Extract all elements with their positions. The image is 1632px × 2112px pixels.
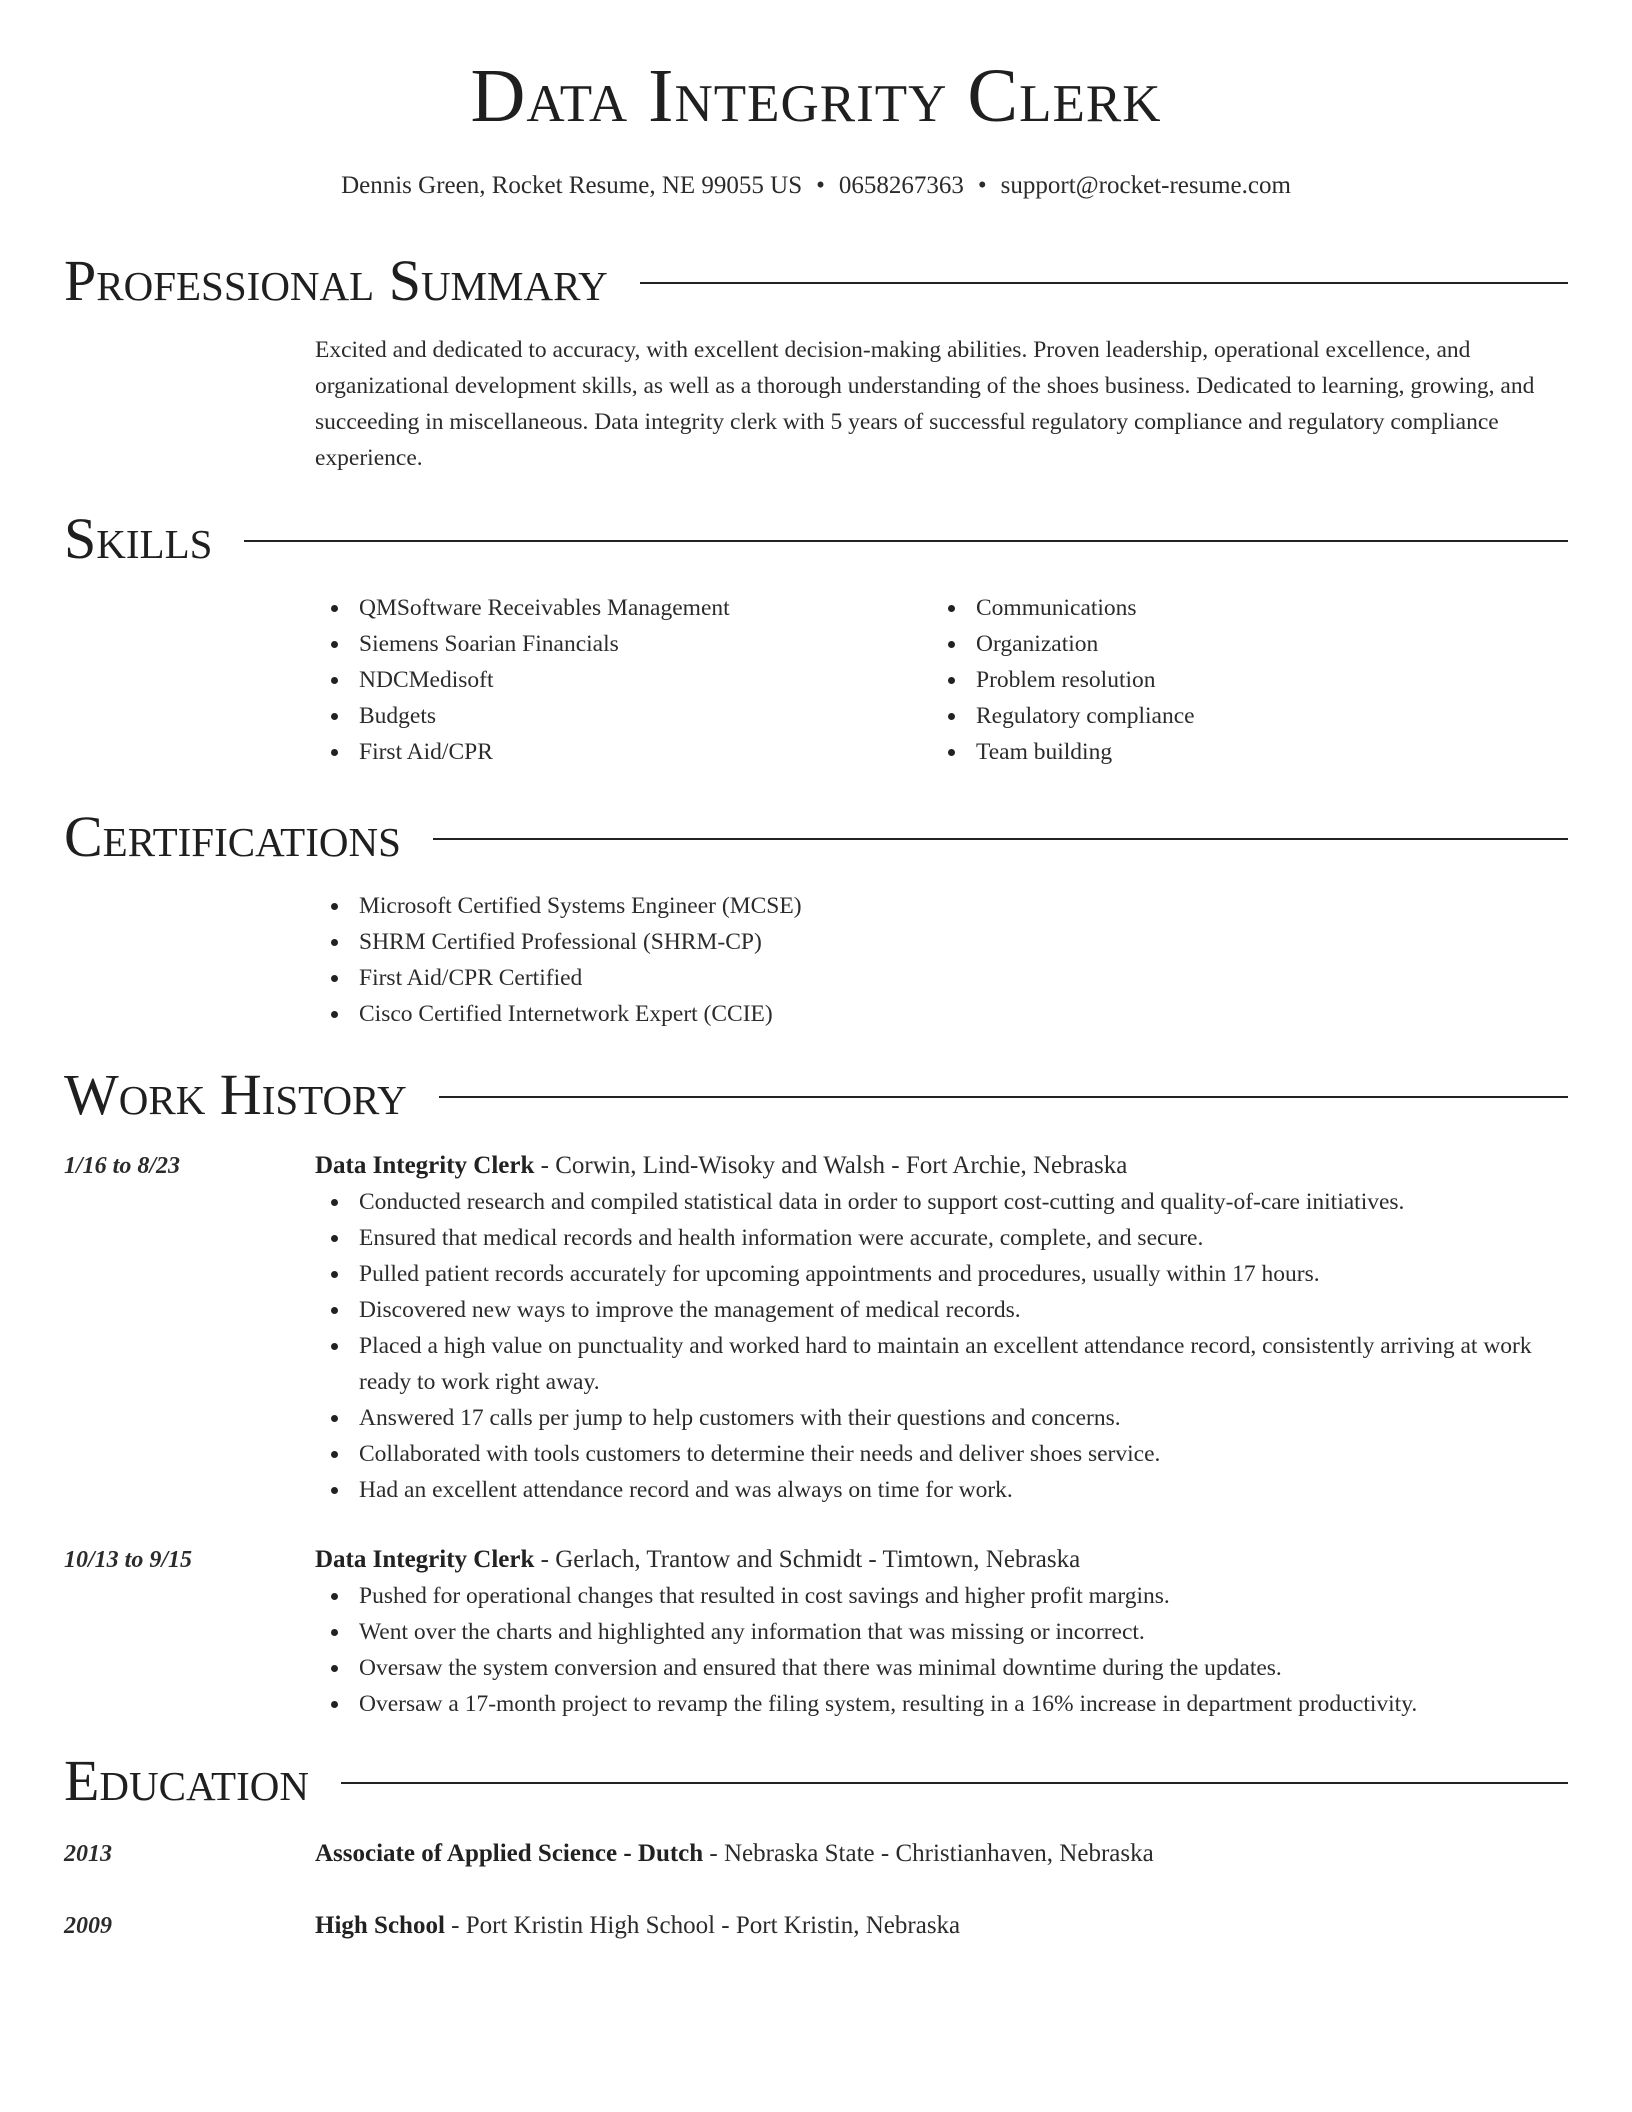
- job-bullets: [315, 1578, 1568, 1722]
- job-bullet: Placed a high value on punctuality and worked hard to maintain an excellent attendance record, consistently arriving at work ready to work right away.: [315, 1328, 1568, 1400]
- education-details: [315, 1908, 1568, 1944]
- skill-item: Siemens Soarian Financials: [315, 626, 932, 662]
- certification-item: First Aid/CPR Certified: [315, 960, 1568, 996]
- section-title: Work History: [64, 1062, 407, 1127]
- job-bullet: Answered 17 calls per jump to help customers with their questions and concerns.: [315, 1400, 1568, 1436]
- section-header: [64, 248, 1568, 313]
- skill-item: NDCMedisoft: [315, 662, 932, 698]
- skill-item: First Aid/CPR: [315, 734, 932, 770]
- certification-item: SHRM Certified Professional (SHRM-CP): [315, 924, 1568, 960]
- education-details: [315, 1836, 1568, 1872]
- job-bullet: Conducted research and compiled statistical data in order to support cost-cutting and quality-of-care initiatives.: [315, 1184, 1568, 1220]
- job-bullet: Discovered new ways to improve the management of medical records.: [315, 1292, 1568, 1328]
- job-entry: [64, 1542, 1568, 1722]
- contact-line: [64, 172, 1568, 200]
- job-bullet: Oversaw a 17-month project to revamp the filing system, resulting in a 16% increase in department productivity.: [315, 1686, 1568, 1722]
- contact-separator: •: [816, 172, 825, 199]
- skill-item: Organization: [932, 626, 1549, 662]
- summary-section: [64, 248, 1568, 476]
- skill-item: Team building: [932, 734, 1549, 770]
- job-details: [315, 1542, 1568, 1722]
- job-bullet: Ensured that medical records and health information were accurate, complete, and secure.: [315, 1220, 1568, 1256]
- work-history-section: [64, 1062, 1568, 1722]
- section-header: [64, 1748, 1568, 1813]
- skill-item: Budgets: [315, 698, 932, 734]
- job-dates: 1/16 to 8/23: [64, 1153, 181, 1179]
- certification-item: Microsoft Certified Systems Engineer (MCSE): [315, 888, 1568, 924]
- resume-title: Data Integrity Clerk: [470, 54, 1162, 138]
- contact-address: Dennis Green, Rocket Resume, NE 99055 US: [341, 172, 803, 199]
- certifications-section: [64, 804, 1568, 1032]
- skill-item: QMSoftware Receivables Management: [315, 590, 932, 626]
- section-header: [64, 1062, 1568, 1127]
- job-company-location: - Corwin, Lind-Wisoky and Walsh - Fort Archie, Nebraska: [534, 1152, 1128, 1179]
- education-school-location: - Nebraska State - Christianhaven, Nebraska: [703, 1840, 1154, 1867]
- job-bullet: Pulled patient records accurately for upcoming appointments and procedures, usually within 17 hours.: [315, 1256, 1568, 1292]
- education-degree: High School: [315, 1912, 445, 1939]
- section-title: Skills: [64, 506, 213, 571]
- skills-section: [64, 506, 1568, 770]
- section-divider: [433, 838, 1568, 840]
- certifications-list-wrap: [315, 888, 1568, 1032]
- certifications-list: [315, 888, 1568, 1032]
- job-bullets: [315, 1184, 1568, 1508]
- job-dates: 10/13 to 9/15: [64, 1547, 193, 1573]
- section-title: Education: [64, 1748, 309, 1813]
- education-heading: [315, 1908, 1568, 1944]
- job-entry: [64, 1148, 1568, 1508]
- education-year: 2009: [64, 1913, 112, 1939]
- contact-separator: •: [977, 172, 987, 199]
- job-bullet: Oversaw the system conversion and ensured that there was minimal downtime during the updates.: [315, 1650, 1568, 1686]
- education-year: 2013: [64, 1841, 112, 1867]
- job-title: Data Integrity Clerk: [315, 1546, 535, 1573]
- skill-item: Regulatory compliance: [932, 698, 1549, 734]
- section-header: [64, 506, 1568, 571]
- job-heading: [315, 1148, 1568, 1184]
- job-company-location: - Gerlach, Trantow and Schmidt - Timtown, Nebraska: [534, 1546, 1081, 1573]
- skills-list-left: [315, 590, 932, 770]
- education-degree: Associate of Applied Science - Dutch: [315, 1840, 704, 1867]
- skill-item: Communications: [932, 590, 1549, 626]
- education-school-location: - Port Kristin High School - Port Kristin, Nebraska: [444, 1912, 961, 1939]
- section-divider: [439, 1096, 1568, 1098]
- job-details: [315, 1148, 1568, 1508]
- section-divider: [341, 1782, 1568, 1784]
- job-bullet: Collaborated with tools customers to determine their needs and deliver shoes service.: [315, 1436, 1568, 1472]
- education-section: [64, 1748, 1568, 1944]
- section-header: [64, 804, 1568, 869]
- education-heading: [315, 1836, 1568, 1872]
- job-bullet: Had an excellent attendance record and was always on time for work.: [315, 1472, 1568, 1508]
- section-title: Certifications: [64, 804, 401, 869]
- skills-list-right: [932, 590, 1549, 770]
- skills-grid: [315, 590, 1568, 770]
- job-title: Data Integrity Clerk: [315, 1152, 535, 1179]
- contact-phone: 0658267363: [838, 172, 964, 199]
- section-title: Professional Summary: [64, 248, 608, 313]
- skill-item: Problem resolution: [932, 662, 1549, 698]
- section-divider: [640, 282, 1568, 284]
- summary-text: Excited and dedicated to accuracy, with excellent decision-making abilities. Proven leadership, operational excellence, and organizational development skills, as well as a thorough understanding of the shoes business. Dedicated to learning, growing, and succeeding in miscellaneous. Data integrity clerk with 5 years of successful regulatory compliance and regulatory compliance experience.: [315, 337, 1535, 471]
- certification-item: Cisco Certified Internetwork Expert (CCIE): [315, 996, 1568, 1032]
- section-divider: [244, 540, 1568, 542]
- education-entry: [64, 1908, 1568, 1944]
- job-bullet: Went over the charts and highlighted any information that was missing or incorrect.: [315, 1614, 1568, 1650]
- contact-email: support@rocket-resume.com: [1000, 172, 1291, 199]
- job-heading: [315, 1542, 1568, 1578]
- education-entry: [64, 1836, 1568, 1872]
- job-bullet: Pushed for operational changes that resulted in cost savings and higher profit margins.: [315, 1578, 1568, 1614]
